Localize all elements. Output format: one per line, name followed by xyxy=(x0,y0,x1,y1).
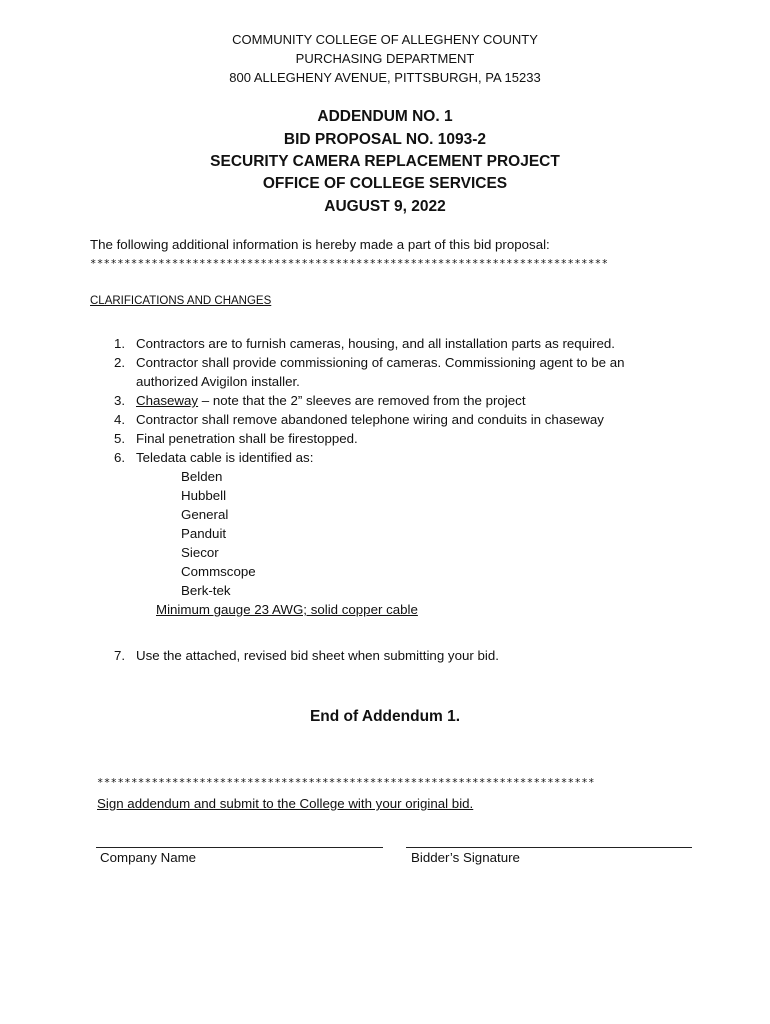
item-number: 1. xyxy=(114,336,126,351)
cable-brand: Belden xyxy=(181,469,223,484)
company-name-label: Company Name xyxy=(100,850,197,865)
item-text: Teledata cable is identified as: xyxy=(136,450,314,465)
intro-text: The following additional information is hereby made a part of this bid proposal: xyxy=(90,237,550,252)
list-item xyxy=(114,334,615,353)
list-item xyxy=(114,353,625,372)
bidder-signature-label: Bidder’s Signature xyxy=(411,850,520,865)
item-number: 7. xyxy=(114,648,126,663)
cable-brand: Berk-tek xyxy=(181,583,231,598)
title-project-name: SECURITY CAMERA REPLACEMENT PROJECT xyxy=(210,153,560,170)
item-text-continuation: authorized Avigilon installer. xyxy=(136,374,300,389)
cable-brand: Siecor xyxy=(181,545,219,560)
separator-stars-bottom: ************************************************************************* xyxy=(97,777,595,789)
separator-stars-top: **************************************************************************** xyxy=(90,258,609,270)
header-college-name: COMMUNITY COLLEGE OF ALLEGHENY COUNTY xyxy=(232,32,538,47)
item-text: Contractor shall remove abandoned telephone wiring and conduits in chaseway xyxy=(136,412,604,427)
list-item xyxy=(114,448,313,467)
item-text: Contractors are to furnish cameras, housing, and all installation parts as required. xyxy=(136,336,615,351)
list-item xyxy=(114,429,358,448)
cable-brand: Commscope xyxy=(181,564,256,579)
item-text: Final penetration shall be firestopped. xyxy=(136,431,358,446)
title-office: OFFICE OF COLLEGE SERVICES xyxy=(262,175,508,192)
item-number: 4. xyxy=(114,412,126,427)
title-addendum-number: ADDENDUM NO. 1 xyxy=(317,108,453,125)
list-item xyxy=(114,410,604,429)
item-text: Use the attached, revised bid sheet when submitting your bid. xyxy=(136,648,499,663)
item-text: – note that the 2” sleeves are removed from the project xyxy=(198,393,526,408)
item-number: 3. xyxy=(114,393,126,408)
item-number: 6. xyxy=(114,450,126,465)
cable-brand: Hubbell xyxy=(181,488,227,503)
cable-brand: Panduit xyxy=(181,526,227,541)
header-department: PURCHASING DEPARTMENT xyxy=(295,51,475,66)
list-item xyxy=(114,391,526,410)
item-text: Contractor shall provide commissioning of cameras. Commissioning agent to be an xyxy=(136,355,625,370)
header-address: 800 ALLEGHENY AVENUE, PITTSBURGH, PA 15233 xyxy=(229,70,541,85)
list-item xyxy=(114,646,499,665)
minimum-gauge-note: Minimum gauge 23 AWG; solid copper cable xyxy=(156,602,418,617)
end-of-addendum: End of Addendum 1. xyxy=(309,708,461,725)
title-date: AUGUST 9, 2022 xyxy=(324,198,446,215)
sign-instruction: Sign addendum and submit to the College with your original bid. xyxy=(97,796,474,811)
item-number: 2. xyxy=(114,355,126,370)
chaseway-term: Chaseway xyxy=(136,393,199,408)
cable-brand: General xyxy=(181,507,229,522)
section-heading: CLARIFICATIONS AND CHANGES xyxy=(90,295,272,307)
title-bid-proposal: BID PROPOSAL NO. 1093-2 xyxy=(283,131,487,148)
item-number: 5. xyxy=(114,431,126,446)
